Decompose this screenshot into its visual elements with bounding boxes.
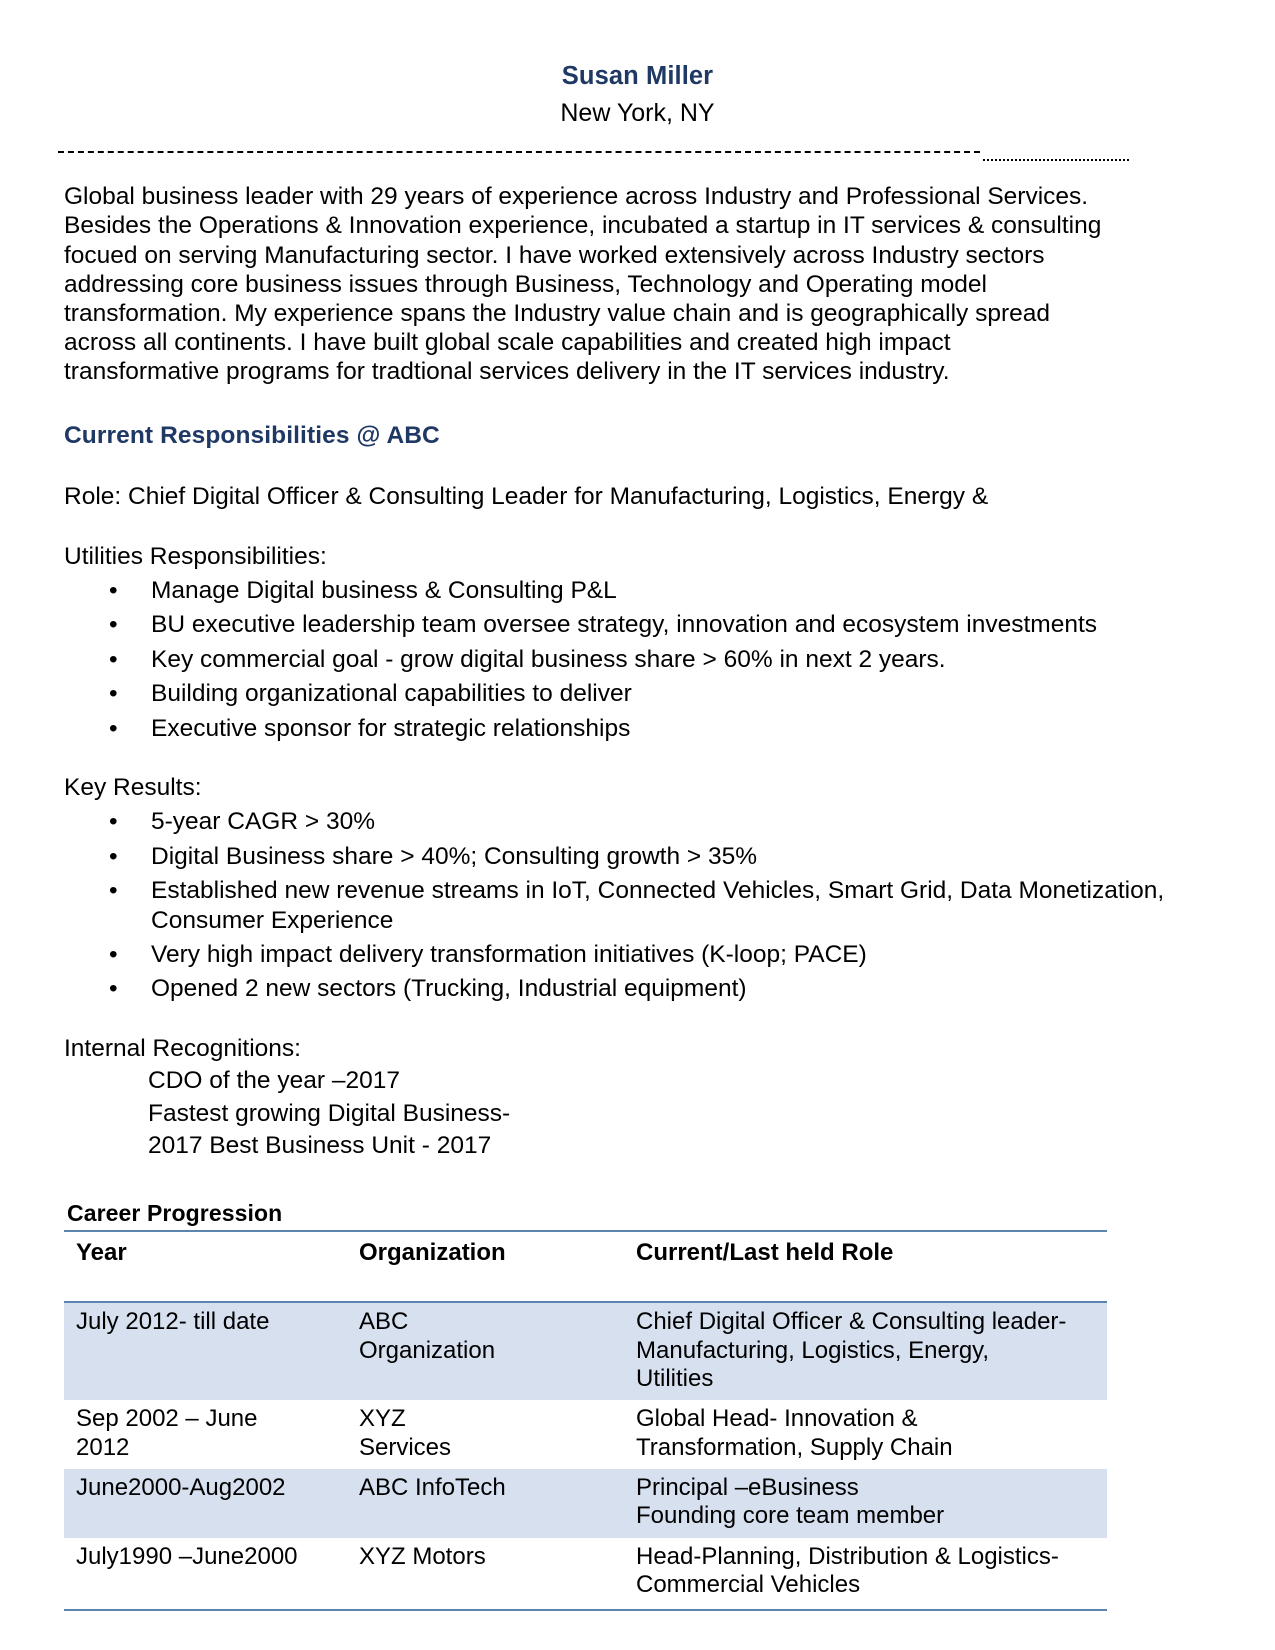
cell-line: Manufacturing, Logistics, Energy, (636, 1336, 990, 1364)
cell-line: June2000-Aug2002 (76, 1473, 286, 1501)
internal-recognitions-label: Internal Recognitions: (64, 1034, 301, 1062)
cell-line: ABC InfoTech (359, 1473, 506, 1501)
bullet-icon: • (109, 645, 118, 673)
column-header-role: Current/Last held Role (624, 1231, 1107, 1302)
bullet-icon: • (109, 842, 118, 870)
header-divider (0, 142, 1275, 166)
cell-line: July 2012- till date (76, 1308, 270, 1336)
list-item-label: Digital Business share > 40%; Consulting growth > 35% (151, 842, 758, 870)
list-item (64, 714, 1211, 743)
cell-line: Utilities (636, 1364, 714, 1392)
cell-organization (347, 1538, 624, 1611)
cell-organization (347, 1302, 624, 1400)
divider-dotted-segment (983, 159, 1129, 161)
cell-line: Services (359, 1433, 452, 1461)
bullet-icon: • (109, 940, 118, 968)
list-item (64, 974, 1211, 1003)
list-item-label: Opened 2 new sectors (Trucking, Industrial equipment) (151, 975, 747, 1003)
divider-dashed-segment (58, 151, 980, 153)
cell-line: Organization (359, 1336, 496, 1364)
table-row (64, 1469, 1107, 1538)
cell-line: Chief Digital Officer & Consulting leader- (636, 1308, 1067, 1336)
list-item-label: BU executive leadership team oversee strategy, innovation and ecosystem investments (151, 611, 1098, 639)
cell-role (624, 1302, 1107, 1400)
cell-role (624, 1400, 1107, 1469)
list-item (64, 679, 1211, 708)
cell-line: July1990 –June2000 (76, 1542, 298, 1570)
list-item (64, 576, 1211, 605)
cell-line: Transformation, Supply Chain (636, 1433, 953, 1461)
list-item (64, 610, 1211, 639)
key-results-label: Key Results: (64, 774, 202, 802)
cell-line: Sep 2002 – June (76, 1405, 258, 1433)
bullet-icon: • (109, 714, 118, 742)
candidate-location: New York, NY (560, 99, 715, 128)
list-item-label: Manage Digital business & Consulting P&L (151, 577, 617, 605)
utilities-responsibilities-list (64, 576, 1213, 743)
list-item-label: Executive sponsor for strategic relationships (151, 714, 631, 742)
career-progression-table (64, 1230, 1107, 1611)
cell-role (624, 1538, 1107, 1611)
table-row (64, 1302, 1107, 1400)
current-role-line: Role: Chief Digital Officer & Consulting Leader for Manufacturing, Logistics, Energy & (64, 483, 989, 511)
cell-year (64, 1400, 347, 1469)
career-progression-title: Career Progression (67, 1200, 283, 1227)
bullet-icon: • (109, 877, 118, 905)
resume-header (0, 0, 1275, 128)
list-item-label: 5-year CAGR > 30% (151, 808, 375, 836)
candidate-name: Susan Miller (561, 62, 714, 90)
table-row (64, 1538, 1107, 1611)
recognition-item: CDO of the year –2017 (148, 1067, 400, 1095)
cell-line: Founding core team member (636, 1502, 945, 1530)
cell-organization (347, 1400, 624, 1469)
cell-line: Principal –eBusiness (636, 1473, 859, 1501)
cell-organization (347, 1469, 624, 1538)
list-item-label: Building organizational capabilities to deliver (151, 680, 632, 708)
cell-line: Global Head- Innovation & (636, 1405, 918, 1433)
list-item (64, 645, 1211, 674)
bullet-icon: • (109, 808, 118, 836)
table-body (64, 1302, 1107, 1610)
cell-line: XYZ (359, 1405, 406, 1433)
table-row (64, 1400, 1107, 1469)
professional-summary: Global business leader with 29 years of experience across Industry and Professional Services. Besides the Operations & Innovation experience, incubated a startup in IT services & consulting focued on serving Manufacturing sector. I have worked extensively across Industry sectors addressing core business issues through Business, Technology and Operating model transformation. My experience spans the Industry value chain and is geographically spread across all continents. I have built global scale capabilities and created high impact transformative programs for tradtional services delivery in the IT services industry. (64, 183, 1102, 386)
column-header-organization: Organization (347, 1231, 624, 1302)
bullet-icon: • (109, 577, 118, 605)
key-results-list (64, 807, 1213, 1003)
cell-year (64, 1538, 347, 1611)
list-item (64, 807, 1211, 836)
column-header-year: Year (64, 1231, 347, 1302)
cell-line: ABC (359, 1308, 409, 1336)
list-item (64, 842, 1211, 871)
bullet-icon: • (109, 975, 118, 1003)
bullet-icon: • (109, 680, 118, 708)
table-header (64, 1231, 1107, 1302)
table-header-row (64, 1231, 1107, 1302)
cell-line: Commercial Vehicles (636, 1570, 861, 1598)
list-item (64, 940, 1211, 969)
recognition-item: Fastest growing Digital Business- (148, 1099, 511, 1127)
section-heading-current-responsibilities: Current Responsibilities @ ABC (64, 422, 440, 450)
cell-role (624, 1469, 1107, 1538)
cell-year (64, 1302, 347, 1400)
cell-line: 2012 (76, 1433, 130, 1461)
list-item-label: Established new revenue streams in IoT, Connected Vehicles, Smart Grid, Data Monetization, Consumer Experience (151, 877, 1165, 934)
list-item-label: Very high impact delivery transformation initiatives (K-loop; PACE) (151, 940, 867, 968)
cell-year (64, 1469, 347, 1538)
recognition-item: 2017 Best Business Unit - 2017 (148, 1131, 492, 1159)
utilities-responsibilities-label: Utilities Responsibilities: (64, 542, 327, 570)
bullet-icon: • (109, 611, 118, 639)
cell-line: XYZ Motors (359, 1542, 486, 1570)
list-item-label: Key commercial goal - grow digital business share > 60% in next 2 years. (151, 645, 946, 673)
resume-content (0, 182, 1275, 1611)
cell-line: Head-Planning, Distribution & Logistics- (636, 1542, 1059, 1570)
list-item (64, 876, 1211, 935)
